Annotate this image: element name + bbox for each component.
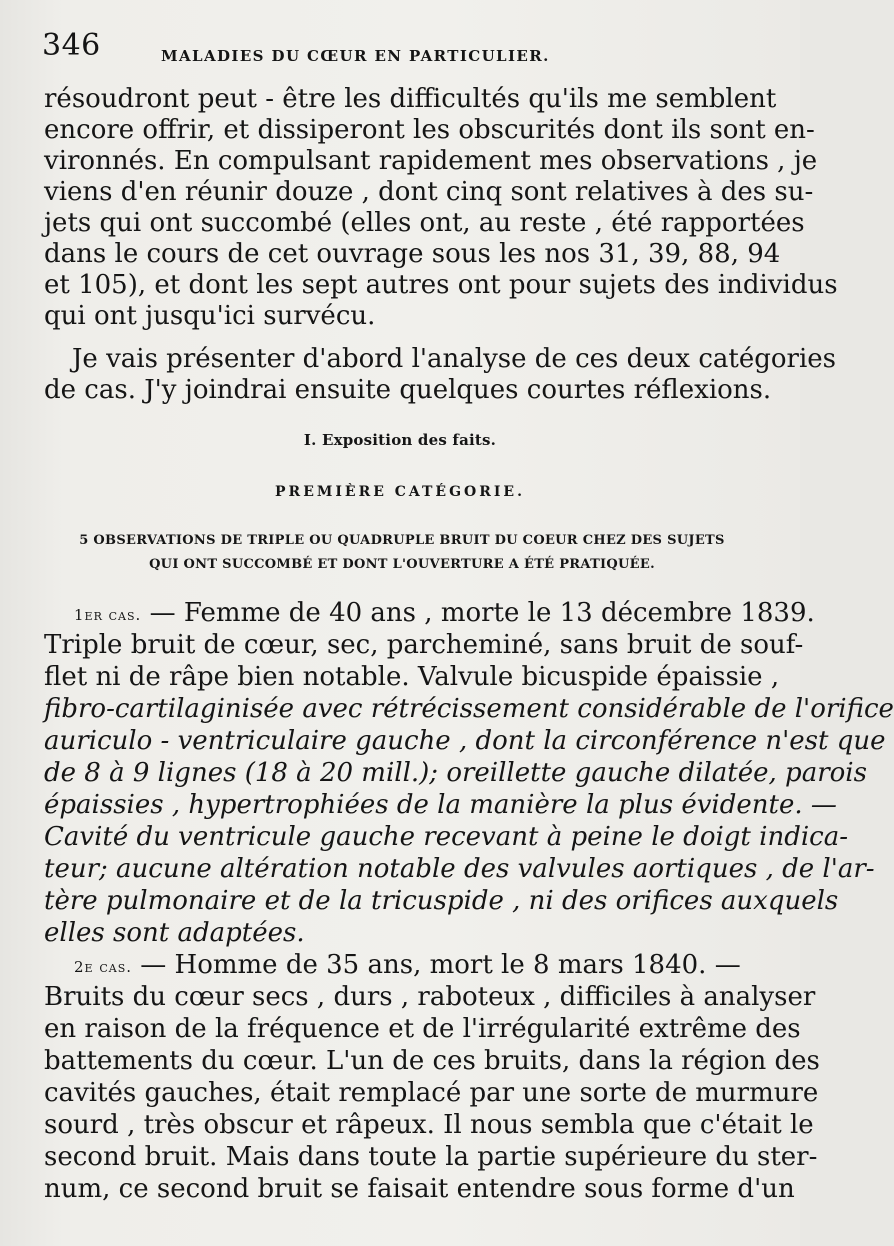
case-list xyxy=(44,597,894,1205)
category-title: PREMIÈRE CATÉGORIE. xyxy=(275,484,525,500)
case-line: teur; aucune altération notable des valvules aortiques , de l'ar- xyxy=(44,854,875,884)
case-line: Triple bruit de cœur, sec, parcheminé, sans bruit de souf- xyxy=(44,630,804,660)
case-label: 1er cas. xyxy=(74,606,142,624)
case-text: — Homme de 35 ans, mort le 8 mars 1840. — xyxy=(140,950,741,980)
paragraph-line: jets qui ont succombé (elles ont, au reste , été rapportées xyxy=(44,208,805,238)
page-number: 346 xyxy=(42,28,101,63)
case-line: cavités gauches, était remplacé par une sorte de murmure xyxy=(44,1078,819,1108)
paragraph-line: résoudront peut - être les difficultés qu'ils me semblent xyxy=(44,84,777,114)
case-line: Cavité du ventricule gauche recevant à peine le doigt indica- xyxy=(44,822,849,852)
section-title: I. Exposition des faits. xyxy=(303,431,497,449)
case-line: Bruits du cœur secs , durs , raboteux , difficiles à analyser xyxy=(44,982,816,1012)
case-line: de 8 à 9 lignes (18 à 20 mill.); oreillette gauche dilatée, parois xyxy=(44,758,867,788)
case-line: sourd , très obscur et râpeux. Il nous sembla que c'était le xyxy=(44,1110,814,1140)
case-line: elles sont adaptées. xyxy=(44,918,305,948)
case-2-first-line xyxy=(44,949,774,981)
paragraph-line: encore offrir, et dissiperont les obscurités dont ils sont en- xyxy=(44,115,815,145)
opening-paragraph xyxy=(44,84,838,332)
case-line: flet ni de râpe bien notable. Valvule bicuspide épaissie , xyxy=(44,662,780,692)
case-label: 2e cas. xyxy=(74,958,133,976)
category-note-line: 5 OBSERVATIONS DE TRIPLE OU QUADRUPLE BRUIT DU COEUR CHEZ DES SUJETS xyxy=(79,533,725,548)
case-line: battements du cœur. L'un de ces bruits, dans la région des xyxy=(44,1046,820,1076)
case-line: tère pulmonaire et de la tricuspide , ni des orifices auxquels xyxy=(44,886,839,916)
page-header xyxy=(42,28,762,70)
category-note xyxy=(52,529,752,577)
paragraph-line: et 105), et dont les sept autres ont pour sujets des individus xyxy=(44,270,838,300)
case-1-first-line xyxy=(44,597,815,629)
case-line: num, ce second bruit se faisait entendre sous forme d'un xyxy=(44,1174,795,1204)
category-note-line: QUI ONT SUCCOMBÉ ET DONT L'OUVERTURE A ÉTÉ PRATIQUÉE. xyxy=(149,557,655,572)
paragraph-line: qui ont jusqu'ici survécu. xyxy=(44,301,376,331)
case-line: en raison de la fréquence et de l'irrégularité extrême des xyxy=(44,1014,801,1044)
case-line: fibro-cartilaginisée avec rétrécissement considérable de l'orifice xyxy=(44,694,894,724)
running-title: MALADIES DU CŒUR EN PARTICULIER. xyxy=(161,47,550,65)
paragraph-line: Je vais présenter d'abord l'analyse de ces deux catégories xyxy=(72,344,837,374)
case-text: — Femme de 40 ans , morte le 13 décembre 1839. xyxy=(149,598,815,628)
case-line: auriculo - ventriculaire gauche , dont la circonférence n'est que xyxy=(44,726,886,756)
second-paragraph xyxy=(44,344,837,406)
paragraph-line: vironnés. En compulsant rapidement mes observations , je xyxy=(44,146,818,176)
paragraph-line: viens d'en réunir douze , dont cinq sont relatives à des su- xyxy=(44,177,814,207)
case-line: second bruit. Mais dans toute la partie supérieure du ster- xyxy=(44,1142,818,1172)
paragraph-line: dans le cours de cet ouvrage sous les nos 31, 39, 88, 94 xyxy=(44,239,781,269)
case-line: épaissies , hypertrophiées de la manière la plus évidente. — xyxy=(44,790,837,820)
paragraph-line: de cas. J'y joindrai ensuite quelques courtes réflexions. xyxy=(44,375,772,405)
